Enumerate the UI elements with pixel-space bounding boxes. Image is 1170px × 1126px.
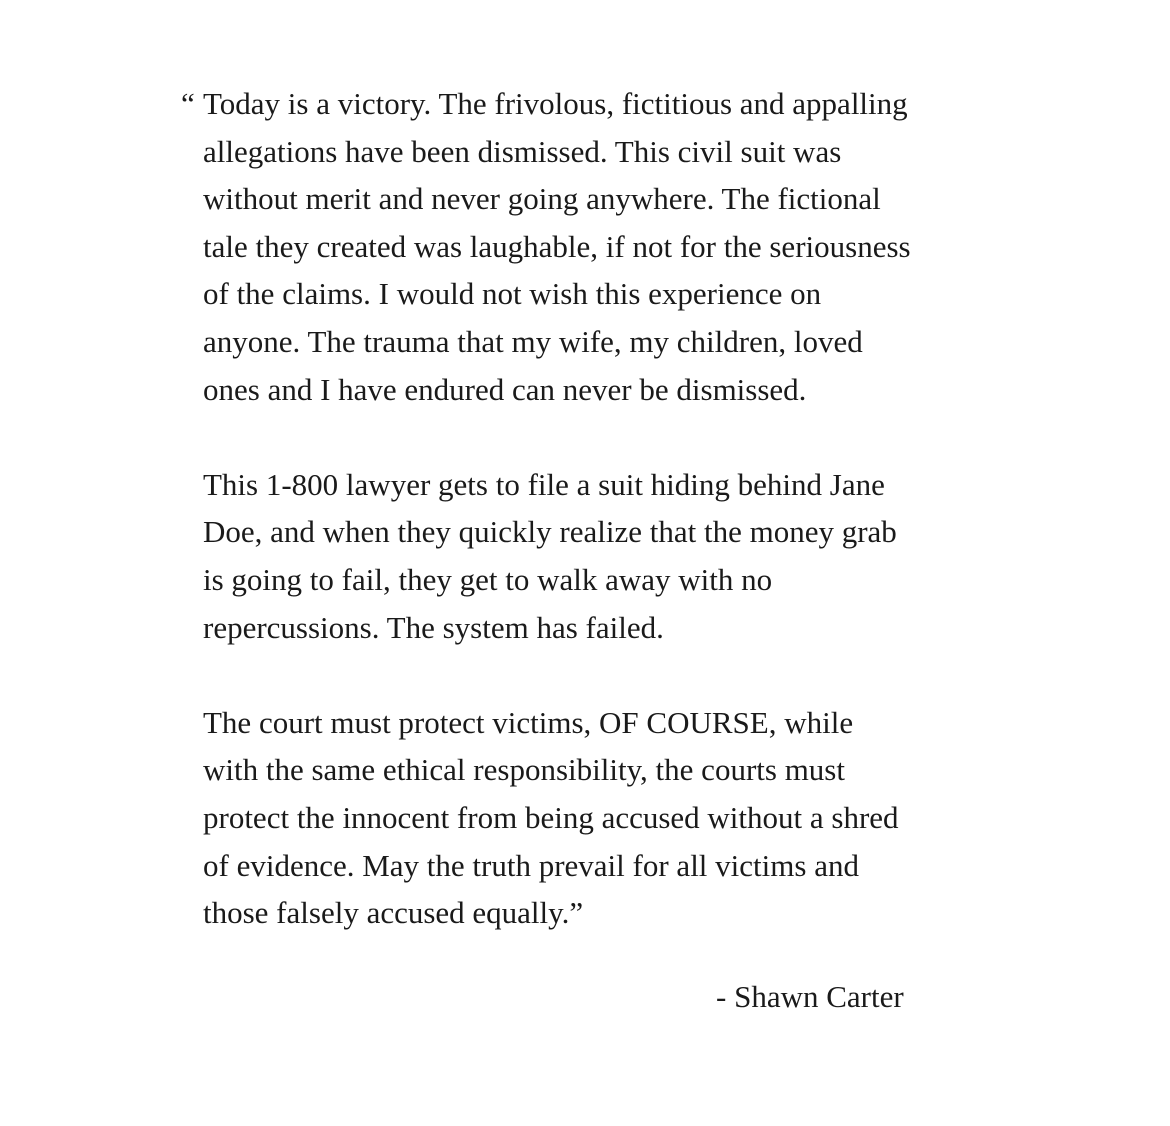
paragraph-2 [203, 461, 1003, 651]
paragraph-3 [203, 699, 1003, 937]
text-line: is going to fail, they get to walk away with no [203, 561, 773, 597]
text-line: of the claims. I would not wish this experience on [203, 276, 822, 312]
text-line: allegations have been dismissed. This civil suit was [203, 133, 842, 169]
text-line: tale they created was laughable, if not for the seriousness [203, 228, 911, 264]
text-line: without merit and never going anywhere. The fictional [203, 181, 881, 217]
text-line [181, 80, 1003, 128]
text-line: with the same ethical responsibility, the courts must [203, 752, 845, 788]
text-line-content: Today is a victory. The frivolous, fictitious and appalling [203, 86, 908, 121]
text-line: anyone. The trauma that my wife, my children, loved [203, 323, 863, 359]
text-line: This 1-800 lawyer gets to file a suit hiding behind Jane [203, 466, 885, 502]
paragraph-1 [181, 80, 1003, 413]
text-line: The court must protect victims, OF COURSE, while [203, 704, 854, 740]
text-line: those falsely accused equally.” [203, 895, 584, 931]
text-line: protect the innocent from being accused without a shred [203, 799, 899, 835]
statement-text [181, 80, 1003, 937]
text-line: Doe, and when they quickly realize that the money grab [203, 514, 897, 550]
text-line: repercussions. The system has failed. [203, 609, 664, 645]
opening-quote-mark: “ [181, 86, 195, 121]
attribution-signature: - Shawn Carter [716, 979, 904, 1014]
text-line: ones and I have endured can never be dismissed. [203, 371, 807, 407]
text-line: of evidence. May the truth prevail for all victims and [203, 847, 859, 883]
